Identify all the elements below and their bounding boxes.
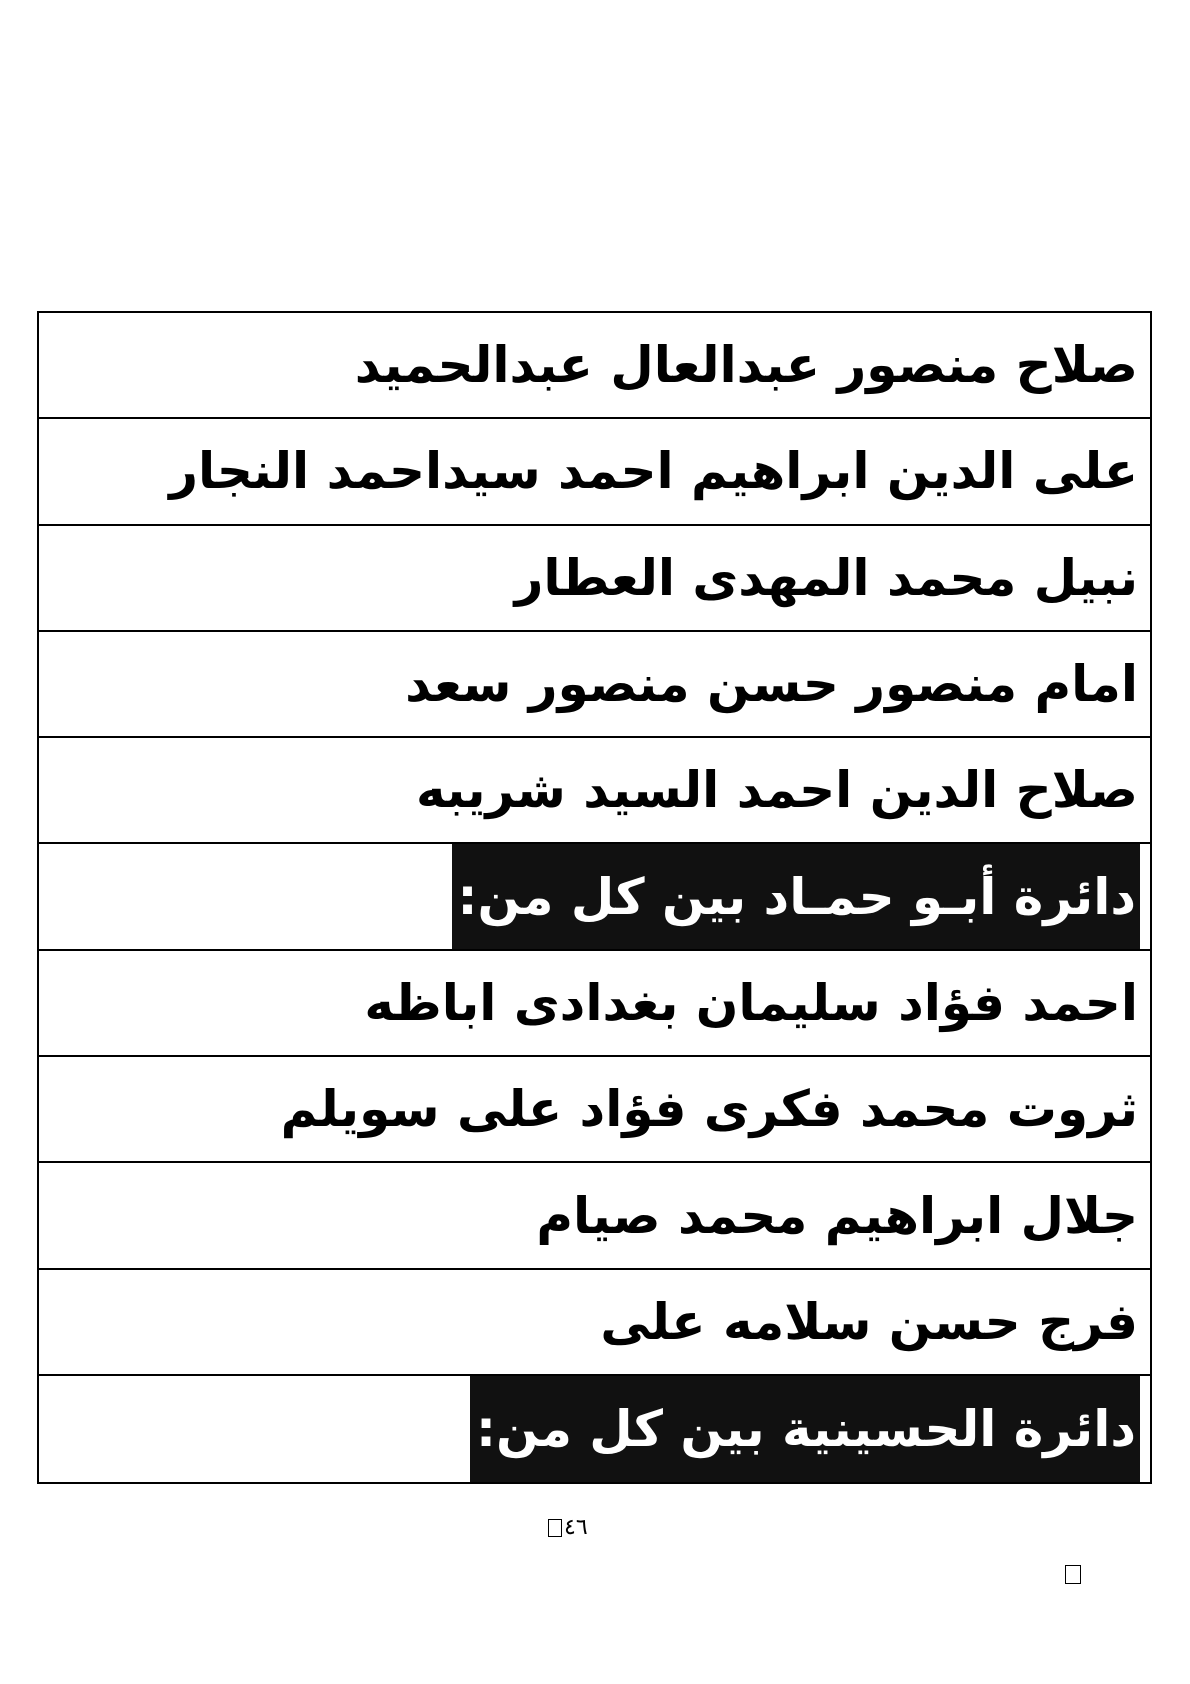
- table-row: [39, 1270, 1150, 1376]
- table-row: [39, 1163, 1150, 1269]
- table-row: [39, 738, 1150, 844]
- candidate-name: نبيل محمد المهدى العطار: [514, 548, 1138, 607]
- candidates-table: [37, 311, 1152, 1484]
- candidate-name: احمد فؤاد سليمان بغدادى اباظه: [364, 973, 1138, 1032]
- district-header: دائرة الحسينية بين كل من:: [470, 1376, 1140, 1482]
- page-number-text: ٤٦: [564, 1515, 588, 1540]
- candidate-name: فرج حسن سلامه على: [600, 1292, 1138, 1351]
- candidate-name: على الدين ابراهيم احمد سيداحمد النجار: [169, 442, 1138, 501]
- candidate-name: ثروت محمد فكرى فؤاد على سويلم: [280, 1080, 1138, 1139]
- table-row: [39, 526, 1150, 632]
- candidate-name: جلال ابراهيم محمد صيام: [536, 1186, 1138, 1245]
- missing-glyph-box-icon: [1065, 1565, 1081, 1584]
- table-row: [39, 632, 1150, 738]
- missing-glyph-box-icon: [548, 1519, 562, 1537]
- table-row: [39, 419, 1150, 525]
- candidate-name: امام منصور حسن منصور سعد: [405, 655, 1138, 714]
- table-row-section-header: [39, 1376, 1150, 1482]
- page-number: [548, 1515, 588, 1540]
- table-row: [39, 313, 1150, 419]
- candidate-name: صلاح منصور عبدالعال عبدالحميد: [354, 336, 1138, 395]
- table-row: [39, 951, 1150, 1057]
- table-row-section-header: [39, 844, 1150, 950]
- candidate-name: صلاح الدين احمد السيد شريبه: [416, 761, 1138, 820]
- district-header: دائرة أبـو حمـاد بين كل من:: [452, 844, 1141, 948]
- table-row: [39, 1057, 1150, 1163]
